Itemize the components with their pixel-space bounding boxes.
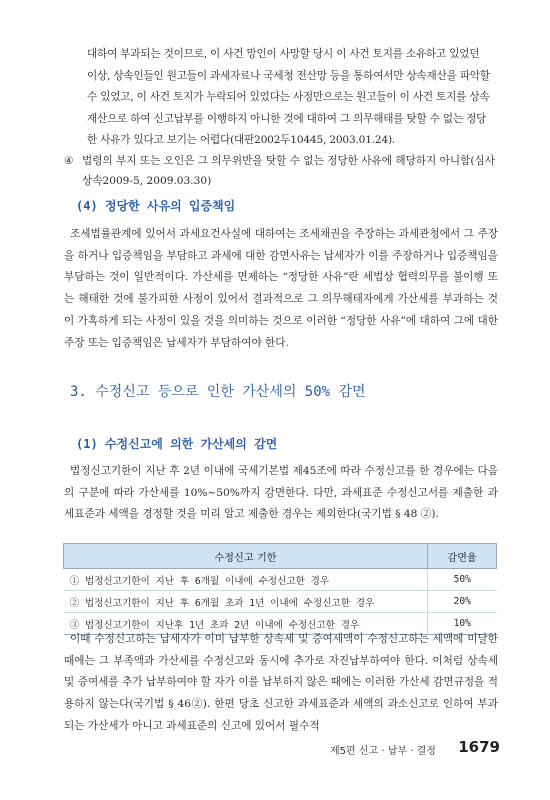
footer-part-title: 제5편 신고 · 납부 · 결정 [330,746,436,757]
subsection-heading-1: (1) 수정신고에 의한 가산세의 감면 [76,437,278,451]
page-number: 1679 [458,738,500,756]
header-rate: 감면율 [428,544,497,569]
row-rate: 10% [428,613,497,635]
quote-line: 대하여 부과되는 것이므로, 이 사건 망인이 사망할 당시 이 사건 토지를 소유하고 있었던 [87,48,480,60]
table-row [64,591,497,613]
row-rate: 50% [428,569,497,591]
quote-line: 재산으로 하여 신고납부를 이행하지 아니한 것에 대하여 그 의무해태를 탓할 수 없는 정당 [87,112,487,125]
table-row [64,569,497,591]
quote-line: 한 사유가 있다고 보기는 어렵다(대판2002두10445, 2003.01.24). [87,134,396,146]
quote-line: 이상, 상속인들인 원고들이 과세자료나 국세청 전산망 등을 통하여서만 상속재산을 파악할 [87,69,490,82]
item-text-line1: 법령의 부지 또는 오인은 그 의무위반을 탓할 수 없는 정당한 사유에 해당하지 아니함(심사 [82,155,495,167]
row-condition: ② 법정신고기한이 지난 후 6개월 초과 1년 이내에 수정신고한 경우 [64,591,428,613]
item-number: ④ [64,155,74,167]
paragraph-burden-of-proof: 조세법률관계에 있어서 과세요건사실에 대하여는 조세채권을 주장하는 과세관청에서 그 주장을 하거나 입증책임을 부담하고 과세에 대한 감면사유는 납세자가 이를 주장하거나 입증책임을 부담하는 것이 일반적이다. 가산세를 면제하는 “정당한 사유”란 세법상 협력의무를 불이행 또는 해태한 것에 불가피한 사정이 있어서 결과적으로 그 의무해태자에게 가산세를 부과하는 것이 가혹하게 되는 사정이 있을 것을 의미하는 것으로 이러한 “정당한 사유”에 대하여 그에 대한 주장 또는 입증책임은 납세자가 부담하여야 한다. [64,228,498,349]
reduction-rate-table [63,543,497,635]
case-quote-block [87,44,497,152]
row-condition: ① 법정신고기한이 지난 후 6개월 이내에 수정신고한 경우 [64,569,428,591]
list-item-4 [64,151,496,191]
section-heading-3: 3. 수정신고 등으로 인한 가산세의 50% 감면 [70,384,366,400]
paragraph-additional-payment: 이때 수정신고하는 납세자가 이미 납부한 상속세 및 증여세액이 수정신고하는 세액에 미달한 때에는 그 부족액과 가산세를 수정신고와 동시에 추가로 자진납부하여야 한다. 이처럼 상속세 및 증여세를 추가 납부하여야 할 자가 이를 납부하지 않은 때에는 이러한 가산세 감면규정을 적용하지 않는다(국기법 § 46②). 한편 당초 신고한 과세표준과 세액의 과소신고로 인하여 부과되는 가산세가 아니고 과세표준의 신고에 있어서 필수적 [64,633,498,732]
table-header-row [64,544,497,569]
row-rate: 20% [428,591,497,613]
item-text-line2: 상속2009-5, 2009.03.30) [82,175,212,187]
header-deadline: 수정신고 기한 [64,544,428,569]
subsection-heading-4: (4) 정당한 사유의 입증책임 [76,199,236,213]
quote-line: 수 있었고, 이 사건 토지가 누락되어 있었다는 사정만으로는 원고들이 이 사건 토지를 상속 [87,91,490,103]
paragraph-amended-return: 법정신고기한이 지난 후 2년 이내에 국세기본법 제45조에 따라 수정신고를 한 경우에는 다음의 구분에 따라 가산세를 10%~50%까지 감면한다. 다만, 과세표준 수정신고서를 제출한 과세표준과 세액을 경정할 것을 미리 알고 제출한 경우는 제외한다(국기법 § 48 ②). [64,465,498,521]
page-footer [330,739,500,757]
row-condition: ③ 법정신고기한이 지난후 1년 초과 2년 이내에 수정신고한 경우 [64,613,428,635]
